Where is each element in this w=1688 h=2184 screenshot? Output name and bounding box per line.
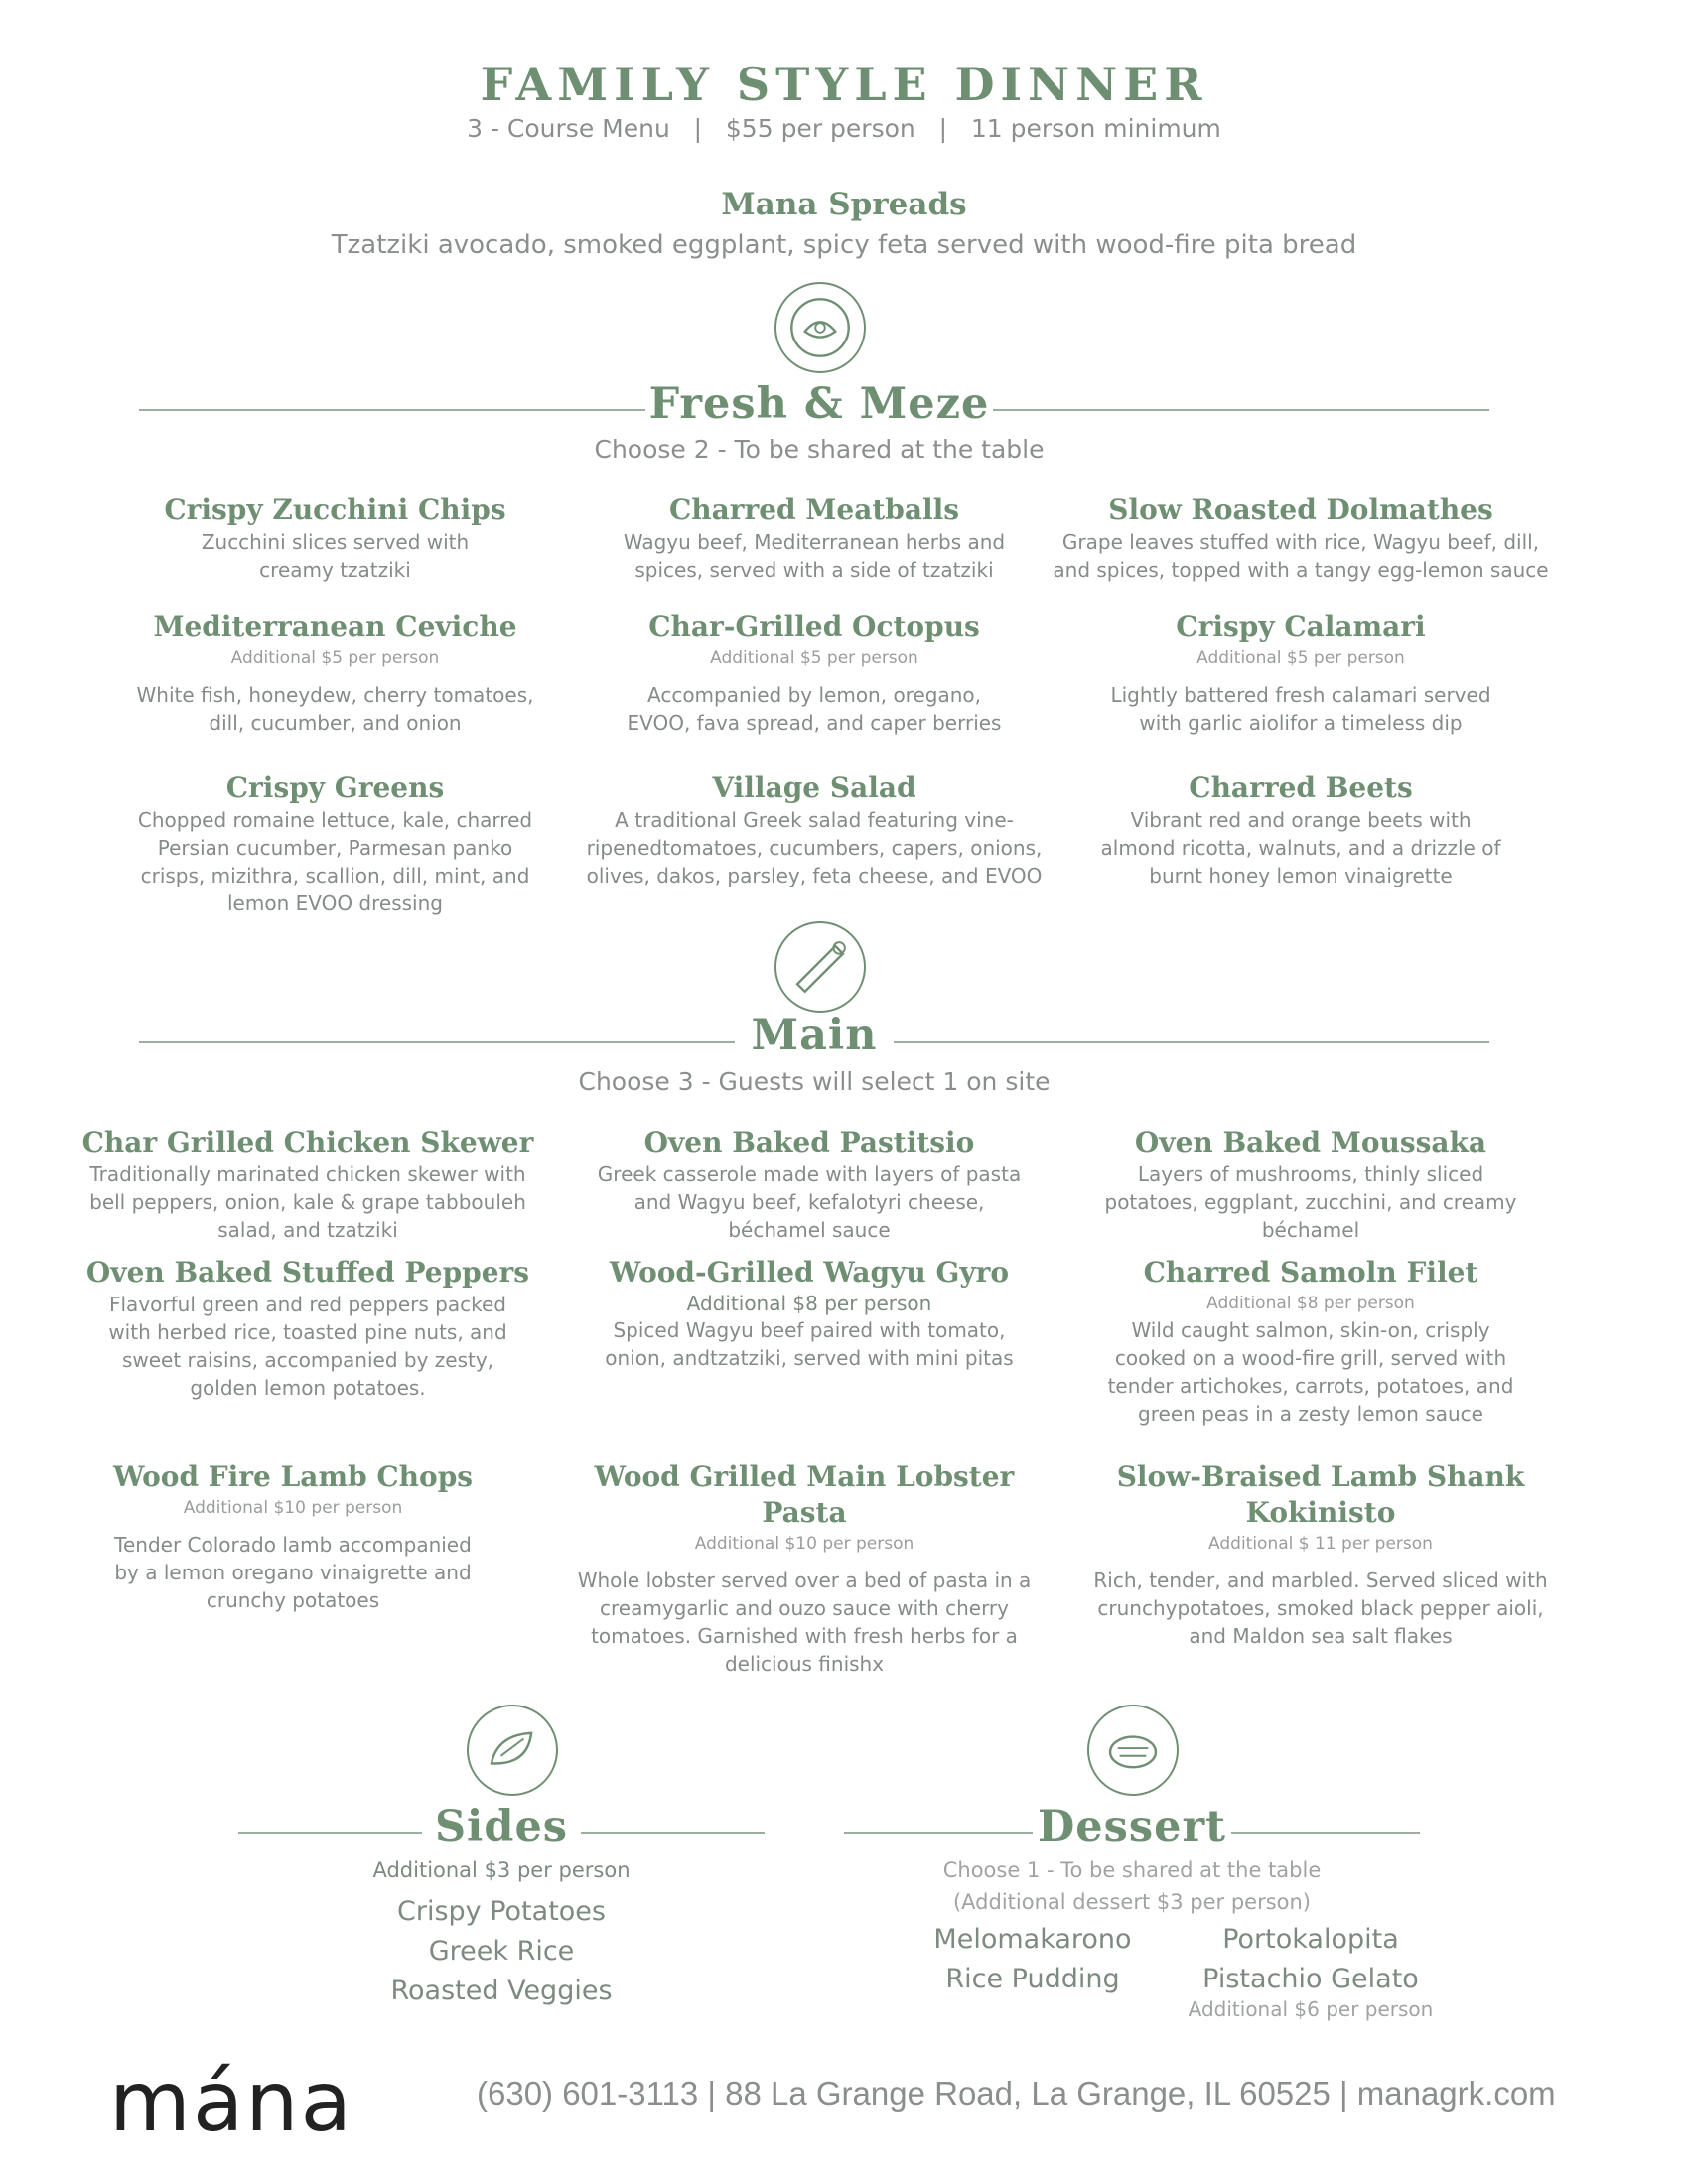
dish-card — [1033, 492, 1569, 584]
dish-desc: Greek casserole made with layers of pasta — [597, 1162, 1022, 1186]
dish-desc: Wagyu beef, Mediterranean herbs and — [623, 530, 1006, 554]
dish-additional: Additional $5 per person — [710, 648, 918, 668]
footer-contact: (630) 601-3113 | 88 La Grange Road, La Grange, IL 60525 | managrk.com — [477, 2075, 1556, 2112]
dish-card — [1072, 1255, 1549, 1428]
dish-desc: golden lemon potatoes. — [190, 1376, 426, 1400]
list-item: Portokalopita — [1222, 1924, 1399, 1955]
list-item: Pistachio Gelato — [1202, 1964, 1419, 1994]
dish-desc: cooked on a wood-fire grill, served with — [1114, 1346, 1507, 1370]
dish-name: Wood Grilled Main Lobster Pasta — [594, 1460, 1015, 1529]
list-item: Melomakarono — [933, 1924, 1132, 1955]
dish-additional: Additional $5 per person — [1196, 648, 1405, 668]
dish-desc: by a lemon oregano vinaigrette and — [114, 1561, 472, 1584]
list-item: Greek Rice — [428, 1936, 575, 1967]
dish-desc: onion, andtzatziki, served with mini pitas — [605, 1346, 1014, 1370]
dish-desc: Grape leaves stuffed with rice, Wagyu beef, dill, — [1061, 530, 1540, 554]
dish-name: Crispy Greens — [225, 771, 445, 804]
dish-additional: Additional $ 11 per person — [1208, 1534, 1433, 1554]
dish-desc: béchamel sauce — [728, 1218, 891, 1242]
dish-desc: Wild caught salmon, skin-on, crisply — [1131, 1318, 1490, 1342]
dish-name: Oven Baked Moussaka — [1134, 1126, 1487, 1159]
dish-additional: Additional $5 per person — [230, 648, 440, 668]
dish-additional: Additional $10 per person — [694, 1534, 914, 1554]
dish-card — [556, 1459, 1053, 1678]
dish-desc: Spiced Wagyu beef paired with tomato, — [613, 1318, 1006, 1342]
dish-card — [99, 770, 571, 917]
section-subtitle-main: Choose 3 - Guests will select 1 on site — [578, 1067, 1051, 1096]
dish-name: Char Grilled Chicken Skewer — [81, 1126, 534, 1159]
dish-card — [79, 1459, 506, 1614]
dish-desc: dill, cucumber, and onion — [209, 711, 462, 735]
dish-card — [1033, 770, 1569, 889]
dish-name: Char-Grilled Octopus — [648, 611, 980, 643]
dish-card — [79, 1255, 536, 1402]
dessert-note: Additional $6 per person — [1188, 1997, 1434, 2021]
dessert-list-right — [1172, 1920, 1450, 1999]
dish-desc: Rich, tender, and marbled. Served sliced with — [1093, 1569, 1548, 1592]
dish-card — [99, 492, 571, 584]
list-item: Rice Pudding — [945, 1964, 1120, 1994]
dish-desc: almond ricotta, walnuts, and a drizzle of — [1100, 836, 1501, 860]
dish-card — [99, 610, 571, 737]
sides-subtitle: Additional $3 per person — [372, 1858, 631, 1882]
menu-title: FAMILY STYLE DINNER — [480, 58, 1208, 111]
dish-desc: creamygarlic and ouzo sauce with cherry — [600, 1596, 1009, 1620]
dish-card — [576, 770, 1053, 889]
dessert-subtitle: (Additional dessert $3 per person) — [952, 1890, 1311, 1914]
divider — [581, 1832, 765, 1834]
dish-name: Mediterranean Ceviche — [153, 611, 517, 643]
dish-desc: Zucchini slices served with — [201, 530, 470, 554]
dish-additional: Additional $8 per person — [1206, 1294, 1415, 1313]
dish-name: Crispy Calamari — [1176, 611, 1426, 643]
section-title-meze: Fresh & Meze — [648, 379, 990, 429]
dish-desc: Layers of mushrooms, thinly sliced — [1137, 1162, 1484, 1186]
dish-desc: Lightly battered fresh calamari served — [1110, 683, 1491, 707]
list-item: Crispy Potatoes — [397, 1896, 606, 1927]
dish-additional: Additional $10 per person — [183, 1498, 403, 1518]
dish-name: Kokinisto — [1245, 1496, 1396, 1529]
dish-desc: lemon EVOO dressing — [227, 891, 443, 915]
dessert-list-left — [894, 1920, 1172, 1999]
dish-desc: delicious finishx — [724, 1652, 885, 1676]
dish-desc: Vibrant red and orange beets with — [1130, 808, 1472, 832]
dish-name: Oven Baked Stuffed Peppers — [85, 1256, 530, 1289]
sides-list — [328, 1892, 675, 2011]
dish-desc: salad, and tzatziki — [217, 1218, 398, 1242]
pita-icon — [467, 1705, 558, 1796]
wrap-icon — [774, 921, 866, 1013]
dish-desc: crunchy potatoes — [206, 1588, 380, 1612]
section-subtitle-meze: Choose 2 - To be shared at the table — [594, 435, 1045, 464]
divider — [1231, 1832, 1420, 1834]
dish-desc: and Maldon sea salt flakes — [1189, 1624, 1453, 1648]
dish-additional: Additional $8 per person — [686, 1292, 932, 1315]
dish-name: Crispy Zucchini Chips — [164, 493, 506, 526]
dish-desc: potatoes, eggplant, zucchini, and creamy — [1104, 1190, 1517, 1214]
dish-name: Slow-Braised Lamb Shank — [1116, 1460, 1525, 1493]
dish-desc: crisps, mizithra, scallion, dill, mint, and — [140, 864, 530, 887]
dish-desc: tomatoes. Garnished with fresh herbs for a — [591, 1624, 1018, 1648]
dish-desc: Traditionally marinated chicken skewer with — [89, 1162, 526, 1186]
menu-subtitle: 3 - Course Menu | $55 per person | 11 person minimum — [467, 114, 1221, 143]
dish-desc: burnt honey lemon vinaigrette — [1149, 864, 1453, 887]
dish-name: Oven Baked Pastitsio — [643, 1126, 975, 1159]
dish-desc: A traditional Greek salad featuring vine- — [615, 808, 1014, 832]
section-title-main: Main — [751, 1011, 878, 1060]
dish-name: Wood Fire Lamb Chops — [112, 1460, 474, 1493]
dish-desc: green peas in a zesty lemon sauce — [1138, 1402, 1483, 1426]
spreads-description: Tzatziki avocado, smoked eggplant, spicy feta served with wood-fire pita bread — [331, 230, 1357, 260]
dish-desc: EVOO, fava spread, and caper berries — [627, 711, 1002, 735]
dish-desc: Whole lobster served over a bed of pasta in a — [577, 1569, 1032, 1592]
divider — [844, 1832, 1033, 1834]
bowl-icon — [774, 282, 866, 373]
dish-desc: and spices, topped with a tangy egg-lemon sauce — [1053, 558, 1549, 582]
dish-desc: Persian cucumber, Parmesan panko — [157, 836, 513, 860]
dish-name: Slow Roasted Dolmathes — [1108, 493, 1493, 526]
spreads-name: Mana Spreads — [721, 187, 967, 222]
dish-card — [1072, 1125, 1549, 1244]
dish-desc: bell peppers, onion, kale & grape tabbouleh — [89, 1190, 526, 1214]
dish-desc: spices, served with a side of tzatziki — [634, 558, 994, 582]
dish-desc: Chopped romaine lettuce, kale, charred — [137, 808, 533, 832]
dish-name: Charred Samoln Filet — [1143, 1256, 1478, 1289]
section-title-dessert: Dessert — [1038, 1802, 1226, 1851]
dish-card — [576, 610, 1053, 737]
dish-name: Wood-Grilled Wagyu Gyro — [609, 1256, 1010, 1289]
dessert-icon — [1087, 1705, 1179, 1796]
dish-desc: Accompanied by lemon, oregano, — [647, 683, 981, 707]
dish-desc: White fish, honeydew, cherry tomatoes, — [136, 683, 534, 707]
mana-logo: mána — [109, 2053, 354, 2150]
list-item: Roasted Veggies — [390, 1976, 613, 2006]
dish-card — [1072, 1459, 1569, 1650]
dish-desc: Tender Colorado lamb accompanied — [114, 1533, 472, 1557]
dish-desc: sweet raisins, accompanied by zesty, — [121, 1348, 494, 1372]
dish-card — [79, 1125, 536, 1244]
dish-card — [1033, 610, 1569, 737]
dish-desc: béchamel — [1261, 1218, 1360, 1242]
divider — [238, 1832, 422, 1834]
dish-desc: crunchypotatoes, smoked black pepper aioli, — [1097, 1596, 1544, 1620]
dish-card — [576, 1125, 1043, 1244]
dish-desc: ripenedtomatoes, cucumbers, capers, onions, — [586, 836, 1043, 860]
dish-desc: Flavorful green and red peppers packed — [109, 1293, 506, 1316]
dish-desc: and Wagyu beef, kefalotyri cheese, — [633, 1190, 985, 1214]
dish-desc: tender artichokes, carrots, potatoes, and — [1107, 1374, 1514, 1398]
dish-name: Charred Meatballs — [668, 493, 960, 526]
dish-name: Village Salad — [712, 771, 916, 804]
dish-desc: olives, dakos, parsley, feta cheese, and EVOO — [586, 864, 1043, 887]
dish-desc: with herbed rice, toasted pine nuts, and — [108, 1320, 507, 1344]
dish-name: Charred Beets — [1189, 771, 1413, 804]
section-title-sides: Sides — [434, 1802, 569, 1851]
dessert-subtitle: Choose 1 - To be shared at the table — [942, 1858, 1322, 1882]
dish-desc: with garlic aiolifor a timeless dip — [1139, 711, 1463, 735]
dish-card — [576, 1255, 1043, 1372]
dish-card — [576, 492, 1053, 584]
dish-desc: creamy tzatziki — [259, 558, 411, 582]
